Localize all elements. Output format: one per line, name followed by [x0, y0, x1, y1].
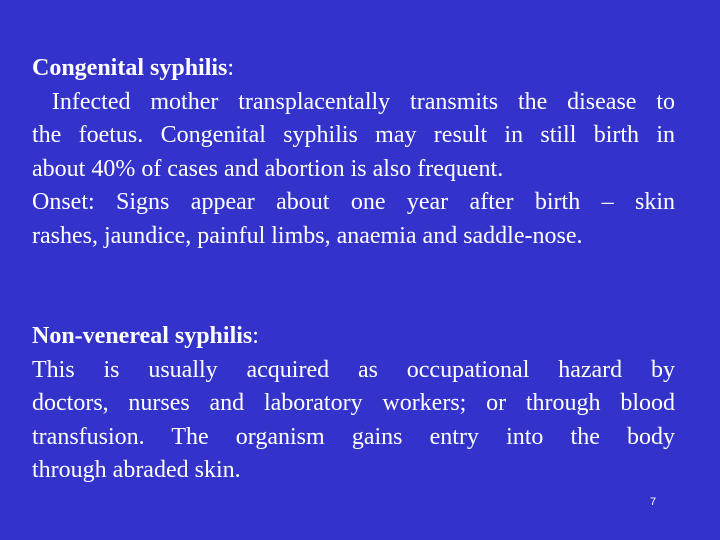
non-venereal-heading-colon: : [252, 323, 259, 349]
non-venereal-line-1: This is usually acquired as occupational hazard by [32, 356, 675, 383]
congenital-heading: Congenital syphilis [32, 55, 228, 81]
non-venereal-line-2: doctors, nurses and laboratory workers; or through blood [32, 390, 675, 416]
non-venereal-heading: Non-venereal syphilis [32, 323, 253, 349]
congenital-line-1: Infected mother transplacentally transmits the disease to [32, 88, 675, 115]
non-venereal-line-4: through abraded skin. [32, 457, 241, 483]
page-number: 7 [650, 496, 657, 508]
congenital-line-3: about 40% of cases and abortion is also frequent. [32, 155, 504, 182]
congenital-heading-line [32, 52, 675, 86]
non-venereal-line-3: transfusion. The organism gains entry into the body [32, 423, 675, 450]
non-venereal-syphilis-section [32, 320, 675, 488]
non-venereal-heading-line [32, 320, 675, 354]
congenital-line-2: the foetus. Congenital syphilis may result in still birth in [32, 122, 675, 148]
congenital-line-4: Onset: Signs appear about one year after birth – skin [32, 189, 675, 215]
congenital-heading-colon: : [227, 55, 235, 81]
congenital-line-5: rashes, jaundice, painful limbs, anaemia and saddle-nose. [32, 222, 583, 249]
congenital-syphilis-section [32, 52, 675, 253]
